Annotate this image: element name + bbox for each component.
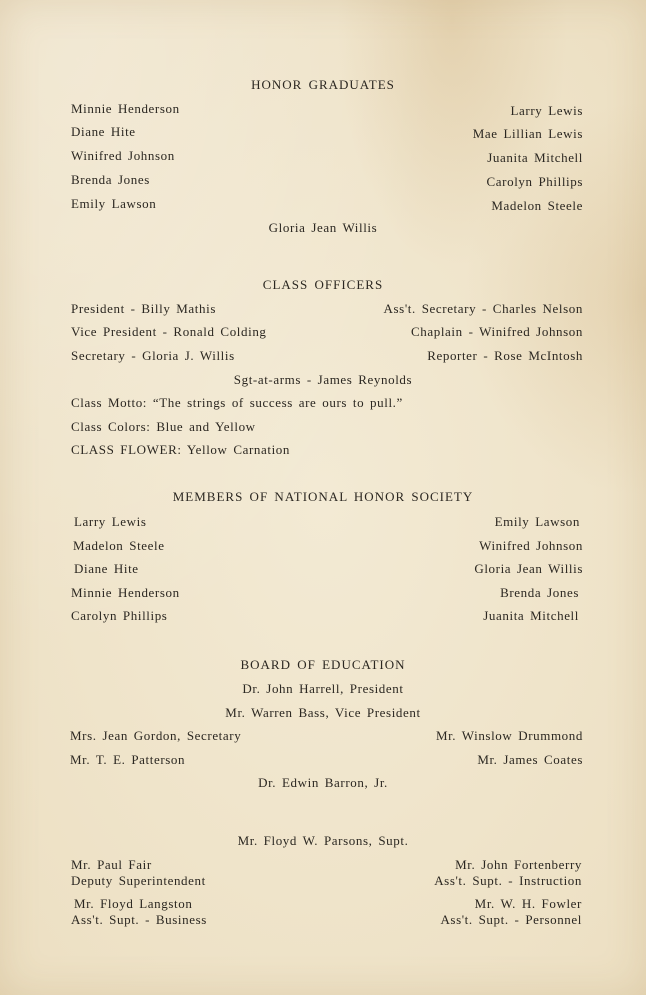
board-member: Mr. Winslow Drummond [435, 728, 583, 743]
honor-society-member-left: Madelon Steele [73, 538, 165, 553]
assistant-superintendent-instruction [434, 857, 582, 889]
honor-graduates-heading: HONOR GRADUATES [251, 77, 395, 92]
class-officers-heading: CLASS OFFICERS [262, 277, 384, 292]
class-officer-left: President - Billy Mathis [71, 301, 216, 316]
honor-society-member-right: Juanita Mitchell [483, 608, 579, 623]
assistant-superintendent-personnel [440, 896, 582, 928]
board-of-education-heading: BOARD OF EDUCATION [240, 657, 406, 672]
honor-society-member-left: Carolyn Phillips [71, 608, 168, 623]
honor-society-member-right: Brenda Jones [500, 585, 579, 600]
board-member: Mr. T. E. Patterson [70, 752, 186, 767]
honor-society-member-left: Diane Hite [74, 561, 139, 576]
class-officer-right: Chaplain - Winifred Johnson [411, 324, 583, 339]
honor-graduate-right: Larry Lewis [510, 103, 583, 118]
instruction-title: Ass't. Supt. - Instruction [434, 873, 582, 888]
honor-society-member-left: Larry Lewis [74, 514, 147, 529]
class-motto: Class Motto: “The strings of success are ours to pull.” [71, 395, 403, 410]
honor-graduate-right: Mae Lillian Lewis [472, 126, 583, 141]
deputy-superintendent [71, 857, 206, 889]
honor-graduate-left: Brenda Jones [71, 172, 150, 187]
board-member: Mr. James Coates [477, 752, 583, 767]
honor-graduate-left: Winifred Johnson [71, 148, 175, 163]
class-officer-left: Secretary - Gloria J. Willis [71, 348, 235, 363]
board-vice-president: Mr. Warren Bass, Vice President [225, 705, 421, 720]
superintendent: Mr. Floyd W. Parsons, Supt. [237, 833, 409, 848]
class-officer-right: Ass't. Secretary - Charles Nelson [383, 301, 583, 316]
honor-society-member-left: Minnie Henderson [71, 585, 180, 600]
deputy-name: Mr. Paul Fair [71, 857, 152, 872]
honor-society-heading: MEMBERS OF NATIONAL HONOR SOCIETY [172, 489, 474, 504]
honor-society-member-right: Emily Lawson [494, 514, 580, 529]
honor-graduate-center: Gloria Jean Willis [268, 220, 378, 235]
business-title: Ass't. Supt. - Business [71, 912, 207, 927]
honor-graduate-left: Emily Lawson [71, 196, 157, 211]
honor-graduate-left: Diane Hite [71, 124, 136, 139]
honor-society-member-right: Gloria Jean Willis [474, 561, 583, 576]
board-president: Dr. John Harrell, President [242, 681, 404, 696]
honor-graduate-right: Juanita Mitchell [487, 150, 583, 165]
personnel-title: Ass't. Supt. - Personnel [440, 912, 582, 927]
instruction-name: Mr. John Fortenberry [455, 857, 582, 872]
business-name: Mr. Floyd Langston [74, 896, 193, 911]
deputy-title: Deputy Superintendent [71, 873, 206, 888]
class-flower: CLASS FLOWER: Yellow Carnation [71, 442, 291, 457]
sgt-at-arms: Sgt-at-arms - James Reynolds [233, 372, 413, 387]
board-secretary: Mrs. Jean Gordon, Secretary [70, 728, 242, 743]
class-officer-right: Reporter - Rose McIntosh [427, 348, 583, 363]
honor-society-member-right: Winifred Johnson [479, 538, 583, 553]
class-officer-left: Vice President - Ronald Colding [71, 324, 267, 339]
honor-graduate-right: Madelon Steele [491, 198, 583, 213]
class-colors: Class Colors: Blue and Yellow [71, 419, 256, 434]
personnel-name: Mr. W. H. Fowler [474, 896, 582, 911]
honor-graduate-left: Minnie Henderson [71, 101, 180, 116]
board-member: Dr. Edwin Barron, Jr. [258, 775, 388, 790]
honor-graduate-right: Carolyn Phillips [486, 174, 583, 189]
assistant-superintendent-business [71, 896, 207, 928]
